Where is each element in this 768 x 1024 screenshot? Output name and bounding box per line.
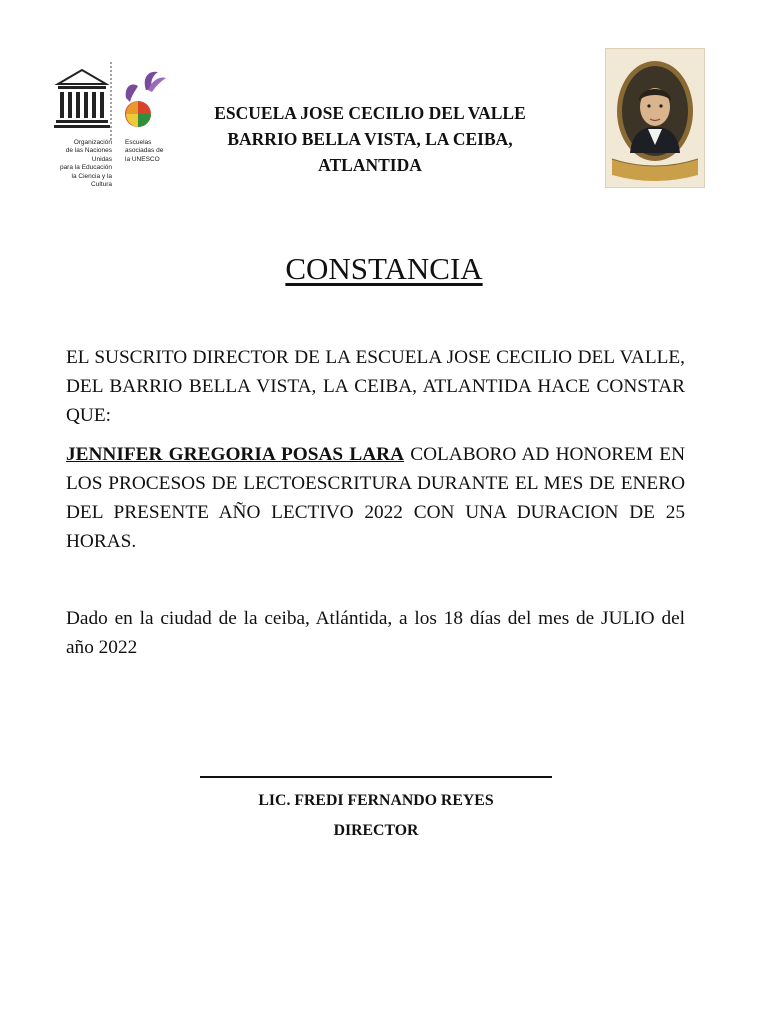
document-title: CONSTANCIA <box>285 251 483 286</box>
certification-paragraph <box>66 440 685 556</box>
escuelas-caption: Escuelas asociadas de la UNESCO <box>125 139 164 163</box>
school-name: ESCUELA JOSE CECILIO DEL VALLE <box>214 103 526 123</box>
signatory-role: DIRECTOR <box>333 822 419 839</box>
date-paragraph: Dado en la ciudad de la ceiba, Atlántida, a los 18 días del mes de JULIO del año 2022 <box>66 608 685 658</box>
unesco-caption: Organización de las Naciones Unidas para la Educación la Ciencia y la Cultura <box>59 139 112 189</box>
school-neighborhood: BARRIO BELLA VISTA, LA CEIBA, <box>227 129 513 149</box>
school-header <box>178 100 562 178</box>
recipient-name: JENNIFER GREGORIA POSAS LARA <box>66 444 404 465</box>
portrait-image <box>605 48 705 188</box>
certification-text: COLABORO AD HONOREM EN LOS PROCESOS DE LECTOESCRITURA DURANTE EL MES DE ENERO DEL PRESENTE AÑO LECTIVO 2022 CON UNA DURACION DE 25 HORAS. <box>66 444 685 552</box>
signatory-name: LIC. FREDI FERNANDO REYES <box>258 792 494 809</box>
school-department: ATLANTIDA <box>318 155 422 175</box>
signature-line <box>200 776 552 778</box>
intro-paragraph: EL SUSCRITO DIRECTOR DE LA ESCUELA JOSE CECILIO DEL VALLE, DEL BARRIO BELLA VISTA, LA CEIBA, ATLANTIDA HACE CONSTAR QUE: <box>66 347 685 426</box>
